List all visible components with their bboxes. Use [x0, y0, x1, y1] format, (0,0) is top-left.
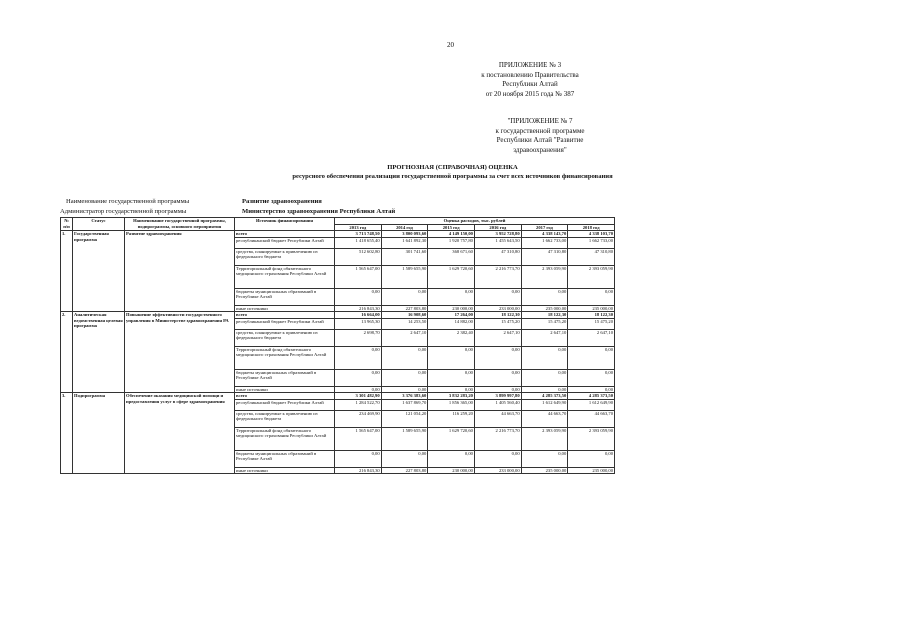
value-cell: 47 310,80: [474, 248, 521, 265]
value-cell: 0,00: [335, 346, 382, 369]
value-cell: 1 418 655,40: [335, 237, 382, 248]
appendix-3-line1: ПРИЛОЖЕНИЕ № 3: [498, 61, 562, 69]
value-cell: 0,00: [428, 346, 475, 369]
value-cell: 3 713 748,50: [335, 231, 382, 238]
table-body: [61, 231, 615, 474]
value-cell: 0,00: [568, 346, 615, 369]
section-num: 1.: [61, 231, 73, 312]
admin-value: Министерство здравоохранения Республики Алтай: [242, 208, 396, 215]
value-cell: 216 843,30: [335, 467, 382, 474]
value-cell: 0,00: [381, 346, 428, 369]
source-cell: средства, планируемые к привлечению из федерального бюджета: [235, 410, 335, 427]
title-line2: ресурсного обеспечения реализации государственной программы за счет всех источников финансирования: [292, 172, 613, 180]
value-cell: 16 908,60: [381, 312, 428, 319]
source-cell: всего: [235, 393, 335, 400]
value-cell: 0,00: [335, 386, 382, 393]
header-name: Наименование государственной программы, подпрограммы, основного мероприятия: [125, 218, 235, 231]
value-cell: 1 920 757,80: [428, 237, 475, 248]
value-cell: 0,00: [568, 450, 615, 467]
value-cell: 0,00: [381, 288, 428, 305]
value-cell: 0,00: [381, 386, 428, 393]
header-status: Статус: [73, 218, 125, 231]
source-cell: Территориальный фонд обязательного медицинского страхования Республики Алтай: [235, 265, 335, 288]
value-cell: 18 122,30: [568, 312, 615, 319]
value-cell: 1 637 869,70: [381, 399, 428, 410]
program-value: Развитие здравоохранения: [242, 198, 322, 205]
header-num: № п/п: [61, 218, 73, 231]
appendix-3-line2: к постановлению Правительства: [481, 70, 579, 79]
value-cell: 1 455 643,50: [474, 237, 521, 248]
value-cell: 0,00: [335, 450, 382, 467]
value-cell: 1 629 720,60: [428, 427, 475, 450]
source-cell: бюджеты муниципальных образований в Республике Алтай: [235, 450, 335, 467]
value-cell: 1 641 892,30: [381, 237, 428, 248]
value-cell: 4 338 103,70: [568, 231, 615, 238]
value-cell: 2 216 773,70: [474, 427, 521, 450]
value-cell: 116 259,20: [428, 410, 475, 427]
value-cell: 15 475,20: [521, 318, 568, 329]
value-cell: 0,00: [474, 288, 521, 305]
appendix-7-line4: здравоохранения": [513, 145, 567, 154]
value-cell: 1 589 655,90: [381, 265, 428, 288]
value-cell: 0,00: [428, 288, 475, 305]
header-year: 2015 год: [428, 224, 475, 231]
value-cell: 0,00: [474, 369, 521, 386]
value-cell: 234 469,90: [335, 410, 382, 427]
value-cell: 2 393 059,90: [521, 265, 568, 288]
value-cell: 15 475,20: [568, 318, 615, 329]
value-cell: 1 589 655,90: [381, 427, 428, 450]
value-cell: 0,00: [568, 386, 615, 393]
source-cell: бюджеты муниципальных образований в Республике Алтай: [235, 369, 335, 386]
program-label: Наименование государственной программы: [66, 198, 190, 205]
value-cell: 1 405 560,40: [474, 399, 521, 410]
value-cell: 1 565 647,00: [335, 265, 382, 288]
value-cell: 3 301 482,90: [335, 393, 382, 400]
value-cell: 2 647,10: [381, 329, 428, 346]
appendix-7-line3: Республики Алтай "Развитие: [496, 136, 584, 145]
value-cell: 2 647,10: [568, 329, 615, 346]
section-name: Повышение эффективности государственного управления в Министерстве здравоохранения РА: [125, 312, 235, 393]
section-name: Развитие здравоохранения: [125, 231, 235, 312]
value-cell: 301 741,60: [381, 248, 428, 265]
appendix-7-block: [480, 117, 600, 155]
value-cell: 227 803,80: [381, 467, 428, 474]
value-cell: 0,00: [335, 288, 382, 305]
source-cell: средства, планируемые к привлечению из федерального бюджета: [235, 248, 335, 265]
source-cell: республиканский бюджет Республики Алтай: [235, 237, 335, 248]
value-cell: 14 882,00: [428, 318, 475, 329]
section-status: Аналитическая ведомственная целевая программа: [73, 312, 125, 393]
value-cell: 44 663,70: [568, 410, 615, 427]
value-cell: 0,00: [568, 369, 615, 386]
value-cell: 4 285 373,50: [568, 393, 615, 400]
value-cell: 17 264,00: [428, 312, 475, 319]
value-cell: 0,00: [521, 386, 568, 393]
title-line1: ПРОГНОЗНАЯ (СПРАВОЧНАЯ) ОЦЕНКА: [387, 164, 518, 171]
appendix-3-line4: от 20 ноября 2015 года № 387: [485, 89, 575, 98]
appendix-3-line3: Республики Алтай: [502, 80, 558, 89]
source-cell: иные источники: [235, 305, 335, 312]
header-year: 2013 год: [335, 224, 382, 231]
value-cell: 4 285 373,50: [521, 393, 568, 400]
value-cell: 4 149 150,00: [428, 231, 475, 238]
section-name: Обеспечение оказания медицинской помощи и предоставления услуг в сфере здравоохранения: [125, 393, 235, 474]
value-cell: 0,00: [521, 450, 568, 467]
value-cell: 3 899 997,80: [474, 393, 521, 400]
source-cell: Территориальный фонд обязательного медицинского страхования Республики Алтай: [235, 346, 335, 369]
value-cell: 15 475,20: [474, 318, 521, 329]
value-cell: 14 253,50: [381, 318, 428, 329]
value-cell: 2 393 059,90: [568, 427, 615, 450]
value-cell: 47 310,80: [568, 248, 615, 265]
value-cell: 233 000,00: [474, 305, 521, 312]
value-cell: 1 612 649,90: [568, 399, 615, 410]
header-year: 2018 год: [568, 224, 615, 231]
value-cell: 0,00: [568, 288, 615, 305]
value-cell: 2 647,10: [521, 329, 568, 346]
appendix-7-line2: к государственной программе: [495, 126, 585, 135]
value-cell: 0,00: [521, 346, 568, 369]
source-cell: бюджеты муниципальных образований в Республике Алтай: [235, 288, 335, 305]
admin-label: Администратор государственной программы: [60, 208, 187, 215]
value-cell: 47 310,80: [521, 248, 568, 265]
source-cell: республиканский бюджет Республики Алтай: [235, 318, 335, 329]
value-cell: 0,00: [335, 369, 382, 386]
source-cell: всего: [235, 231, 335, 238]
value-cell: 44 663,70: [474, 410, 521, 427]
header-source: Источник финансирования: [235, 218, 335, 231]
value-cell: 1 662 733,00: [521, 237, 568, 248]
value-cell: 368 671,60: [428, 248, 475, 265]
value-cell: 18 122,30: [521, 312, 568, 319]
section-num: 2.: [61, 312, 73, 393]
value-cell: 1 662 733,00: [568, 237, 615, 248]
value-cell: 1 612 649,90: [521, 399, 568, 410]
value-cell: 0,00: [428, 450, 475, 467]
value-cell: 0,00: [381, 369, 428, 386]
value-cell: 2 382,40: [428, 329, 475, 346]
value-cell: 18 122,30: [474, 312, 521, 319]
source-cell: средства, планируемые к привлечению из федерального бюджета: [235, 329, 335, 346]
value-cell: 235 000,00: [568, 467, 615, 474]
page-number: 20: [447, 41, 454, 49]
source-cell: республиканский бюджет Республики Алтай: [235, 399, 335, 410]
header-year: 2016 год: [474, 224, 521, 231]
value-cell: 2 393 059,90: [521, 427, 568, 450]
section-num: 3.: [61, 393, 73, 474]
value-cell: 235 000,00: [521, 467, 568, 474]
value-cell: 1 565 647,00: [335, 427, 382, 450]
value-cell: 0,00: [474, 346, 521, 369]
appendix-3-block: [470, 61, 590, 99]
value-cell: 4 338 143,70: [521, 231, 568, 238]
value-cell: 16 664,00: [335, 312, 382, 319]
value-cell: 227 803,80: [381, 305, 428, 312]
value-cell: 2 216 773,70: [474, 265, 521, 288]
source-cell: всего: [235, 312, 335, 319]
header-year: 2017 год: [521, 224, 568, 231]
value-cell: 1 856 365,00: [428, 399, 475, 410]
source-cell: иные источники: [235, 467, 335, 474]
document-title: [0, 164, 905, 181]
appendix-7-line1: "ПРИЛОЖЕНИЕ № 7: [507, 117, 573, 125]
value-cell: 0,00: [521, 369, 568, 386]
source-cell: Территориальный фонд обязательного медицинского страхования Республики Алтай: [235, 427, 335, 450]
value-cell: 1 284 522,70: [335, 399, 382, 410]
value-cell: 2 647,10: [474, 329, 521, 346]
value-cell: 44 663,70: [521, 410, 568, 427]
value-cell: 1 629 720,60: [428, 265, 475, 288]
section-status: Подпрограмма: [73, 393, 125, 474]
value-cell: 2 698,70: [335, 329, 382, 346]
value-cell: 0,00: [474, 450, 521, 467]
value-cell: 0,00: [474, 386, 521, 393]
value-cell: 216 843,30: [335, 305, 382, 312]
value-cell: 235 000,00: [568, 305, 615, 312]
value-cell: 13 965,30: [335, 318, 382, 329]
value-cell: 121 054,20: [381, 410, 428, 427]
budget-table: [60, 217, 615, 474]
value-cell: 0,00: [521, 288, 568, 305]
value-cell: 233 000,00: [474, 467, 521, 474]
source-cell: иные источники: [235, 386, 335, 393]
value-cell: 3 376 383,60: [381, 393, 428, 400]
header-estimate: Оценка расходов, тыс. рублей: [335, 218, 615, 225]
value-cell: 3 800 093,60: [381, 231, 428, 238]
value-cell: 0,00: [428, 369, 475, 386]
value-cell: 3 952 728,80: [474, 231, 521, 238]
value-cell: 0,00: [428, 386, 475, 393]
value-cell: 230 000,00: [428, 305, 475, 312]
section-status: Государственная программа: [73, 231, 125, 312]
value-cell: 235 000,00: [521, 305, 568, 312]
header-year: 2014 год: [381, 224, 428, 231]
value-cell: 2 393 059,90: [568, 265, 615, 288]
value-cell: 3 832 283,20: [428, 393, 475, 400]
value-cell: 230 000,00: [428, 467, 475, 474]
value-cell: 0,00: [381, 450, 428, 467]
value-cell: 512 602,80: [335, 248, 382, 265]
